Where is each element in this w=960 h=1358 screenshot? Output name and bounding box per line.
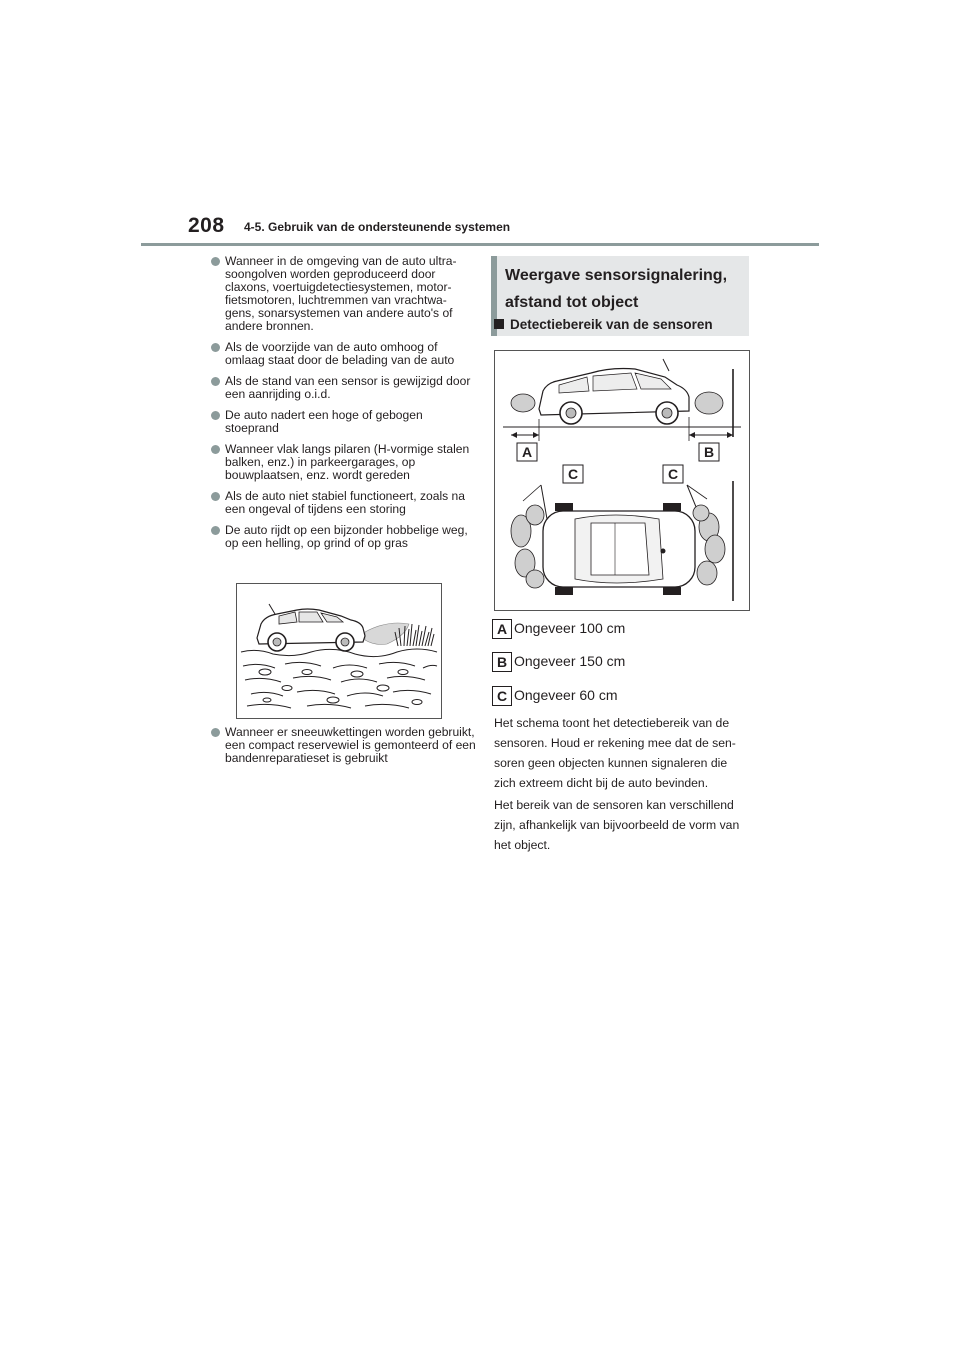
- subheading: Detectiebereik van de sensoren: [494, 317, 713, 332]
- diagram-label-c-left: C: [567, 466, 579, 482]
- bullet-icon: [211, 728, 220, 737]
- bullet-icon: [211, 492, 220, 501]
- legend-text-a: Ongeveer 100 cm: [514, 620, 626, 636]
- diagram-label-b: B: [703, 444, 715, 460]
- list-item: Wanneer er sneeuwkettingen worden gebruikt, een compact reservewiel is gemonteerd of een bandenreparatieset is gebruikt: [211, 726, 487, 765]
- square-bullet-icon: [494, 319, 504, 329]
- list-item: De auto nadert een hoge of gebogen stoeprand: [211, 409, 473, 435]
- list-item: De auto rijdt op een bijzonder hobbelige weg, op een helling, op grind of op gras: [211, 524, 473, 550]
- diagram-label-a: A: [521, 444, 533, 460]
- legend-key-c: C: [492, 686, 512, 706]
- bullet-icon: [211, 526, 220, 535]
- header-rule: [141, 243, 819, 246]
- rough-terrain-illustration: [236, 583, 442, 719]
- legend-text-c: Ongeveer 60 cm: [514, 687, 618, 703]
- bullet-icon: [211, 257, 220, 266]
- list-item: Als de stand van een sensor is gewijzigd door een aanrijding o.i.d.: [211, 375, 473, 401]
- bullet-icon: [211, 445, 220, 454]
- paragraph-detection-info: Het schema toont het detectiebereik van de sensoren. Houd er rekening mee dat de sen-soren geen objecten kunnen signaleren die zich extreem dicht bij de auto bevinden.: [494, 716, 736, 790]
- bullet-icon: [211, 343, 220, 352]
- section-title: Weergave sensorsignalering, afstand tot object: [505, 267, 728, 311]
- bullet-icon: [211, 411, 220, 420]
- list-item: Wanneer in de omgeving van de auto ultra-soongolven worden geproduceerd door claxons, voertuigdetectiesystemen, motor-fietsmotoren, luchtremmen van vrachtwa-gens, sonarsystemen van andere auto's of andere bronnen.: [211, 255, 473, 333]
- diagram-label-c-right: C: [667, 466, 679, 482]
- list-item: Als de voorzijde van de auto omhoog of omlaag staat door de belading van de auto: [211, 341, 473, 367]
- list-item: Wanneer vlak langs pilaren (H-vormige stalen balken, enz.) in parkeergarages, op bouwplaatsen, enz. wordt gereden: [211, 443, 473, 482]
- sensor-range-diagram: [494, 350, 750, 611]
- legend-text-b: Ongeveer 150 cm: [514, 653, 626, 669]
- bullet-icon: [211, 377, 220, 386]
- list-item: Als de auto niet stabiel functioneert, zoals na een ongeval of tijdens een storing: [211, 490, 473, 516]
- chapter-title: 4-5. Gebruik van de ondersteunende systemen: [244, 220, 511, 234]
- paragraph-range-info: Het bereik van de sensoren kan verschillend zijn, afhankelijk van bijvoorbeeld de vorm van het object.: [494, 798, 740, 852]
- left-column: [211, 255, 473, 558]
- legend-key-a: A: [492, 619, 512, 639]
- page-number: 208: [188, 214, 225, 237]
- legend-key-b: B: [492, 652, 512, 672]
